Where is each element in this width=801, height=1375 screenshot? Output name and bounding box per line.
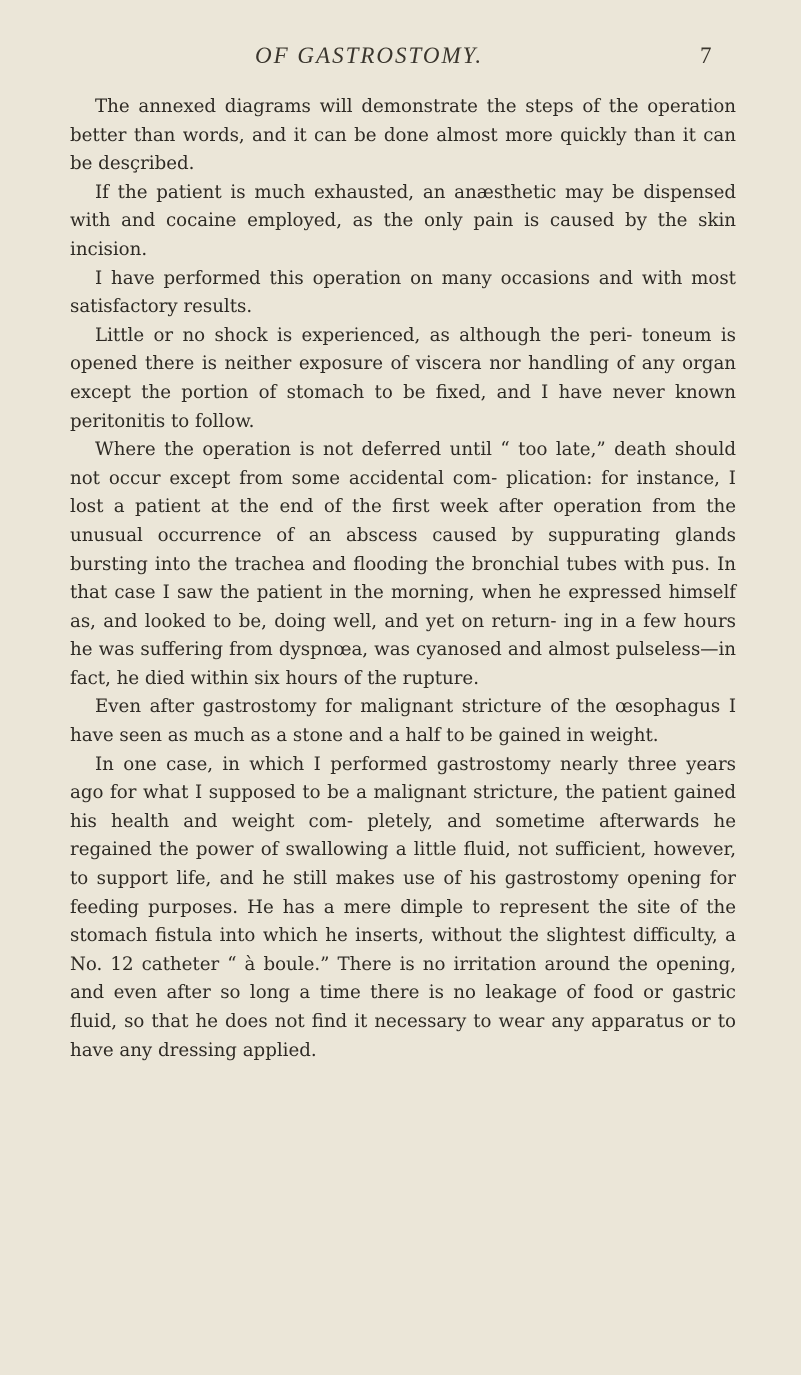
paragraph-complication: Where the operation is not deferred until “ too late,” death should not occur except from some accidental com- plication: for instance, I lost a patient at the end of the first week after operation from the unusual occurrence of an abscess caused by suppurating glands bursting into the trachea and flooding the bronchial tubes with pus. In that case I saw the patient in the morning, when he expressed himself as, and looked to be, doing well, and yet on return- ing in a few hours he was suffering from dyspnœa, was cyanosed and almost pulseless—in fact, he died within six hours of the rupture. [70, 439, 736, 689]
paragraph-shock: Little or no shock is experienced, as although the peri- toneum is opened there is neither exposure of viscera nor handling of any organ except the portion of stomach to be fixed, and I have never known peritonitis to follow. [70, 324, 736, 432]
body-text [70, 93, 736, 1065]
paragraph-results: I have performed this operation on many occasions and with most satisfactory results. [70, 267, 736, 318]
running-head [0, 43, 801, 73]
page-number: 7 [700, 43, 712, 68]
running-title: OF GASTROSTOMY. [255, 43, 484, 68]
paragraph-diagrams: The annexed diagrams will demonstrate the steps of the operation better than words, and it can be done almost more quickly than it can be desçribed. [70, 96, 736, 175]
paragraph-weight: Even after gastrostomy for malignant stricture of the œsophagus I have seen as much as a stone and a half to be gained in weight. [70, 696, 736, 747]
paragraph-case: In one case, in which I performed gastrostomy nearly three years ago for what I supposed to be a malignant stricture, the patient gained his health and weight com- pletely, and sometime afterwards he regained the power of swallowing a little fluid, not sufficient, however, to support life, and he still makes use of his gastrostomy opening for feeding purposes. He has a mere dimple to represent the site of the stomach fistula into which he inserts, without the slightest difficulty, a No. 12 catheter “ à boule.” There is no irritation around the opening, and even after so long a time there is no leakage of food or gastric fluid, so that he does not find it necessary to wear any apparatus or to have any dressing applied. [70, 753, 736, 1061]
paragraph-anaesthetic: If the patient is much exhausted, an anæsthetic may be dispensed with and cocaine employed, as the only pain is caused by the skin incision. [70, 181, 736, 260]
